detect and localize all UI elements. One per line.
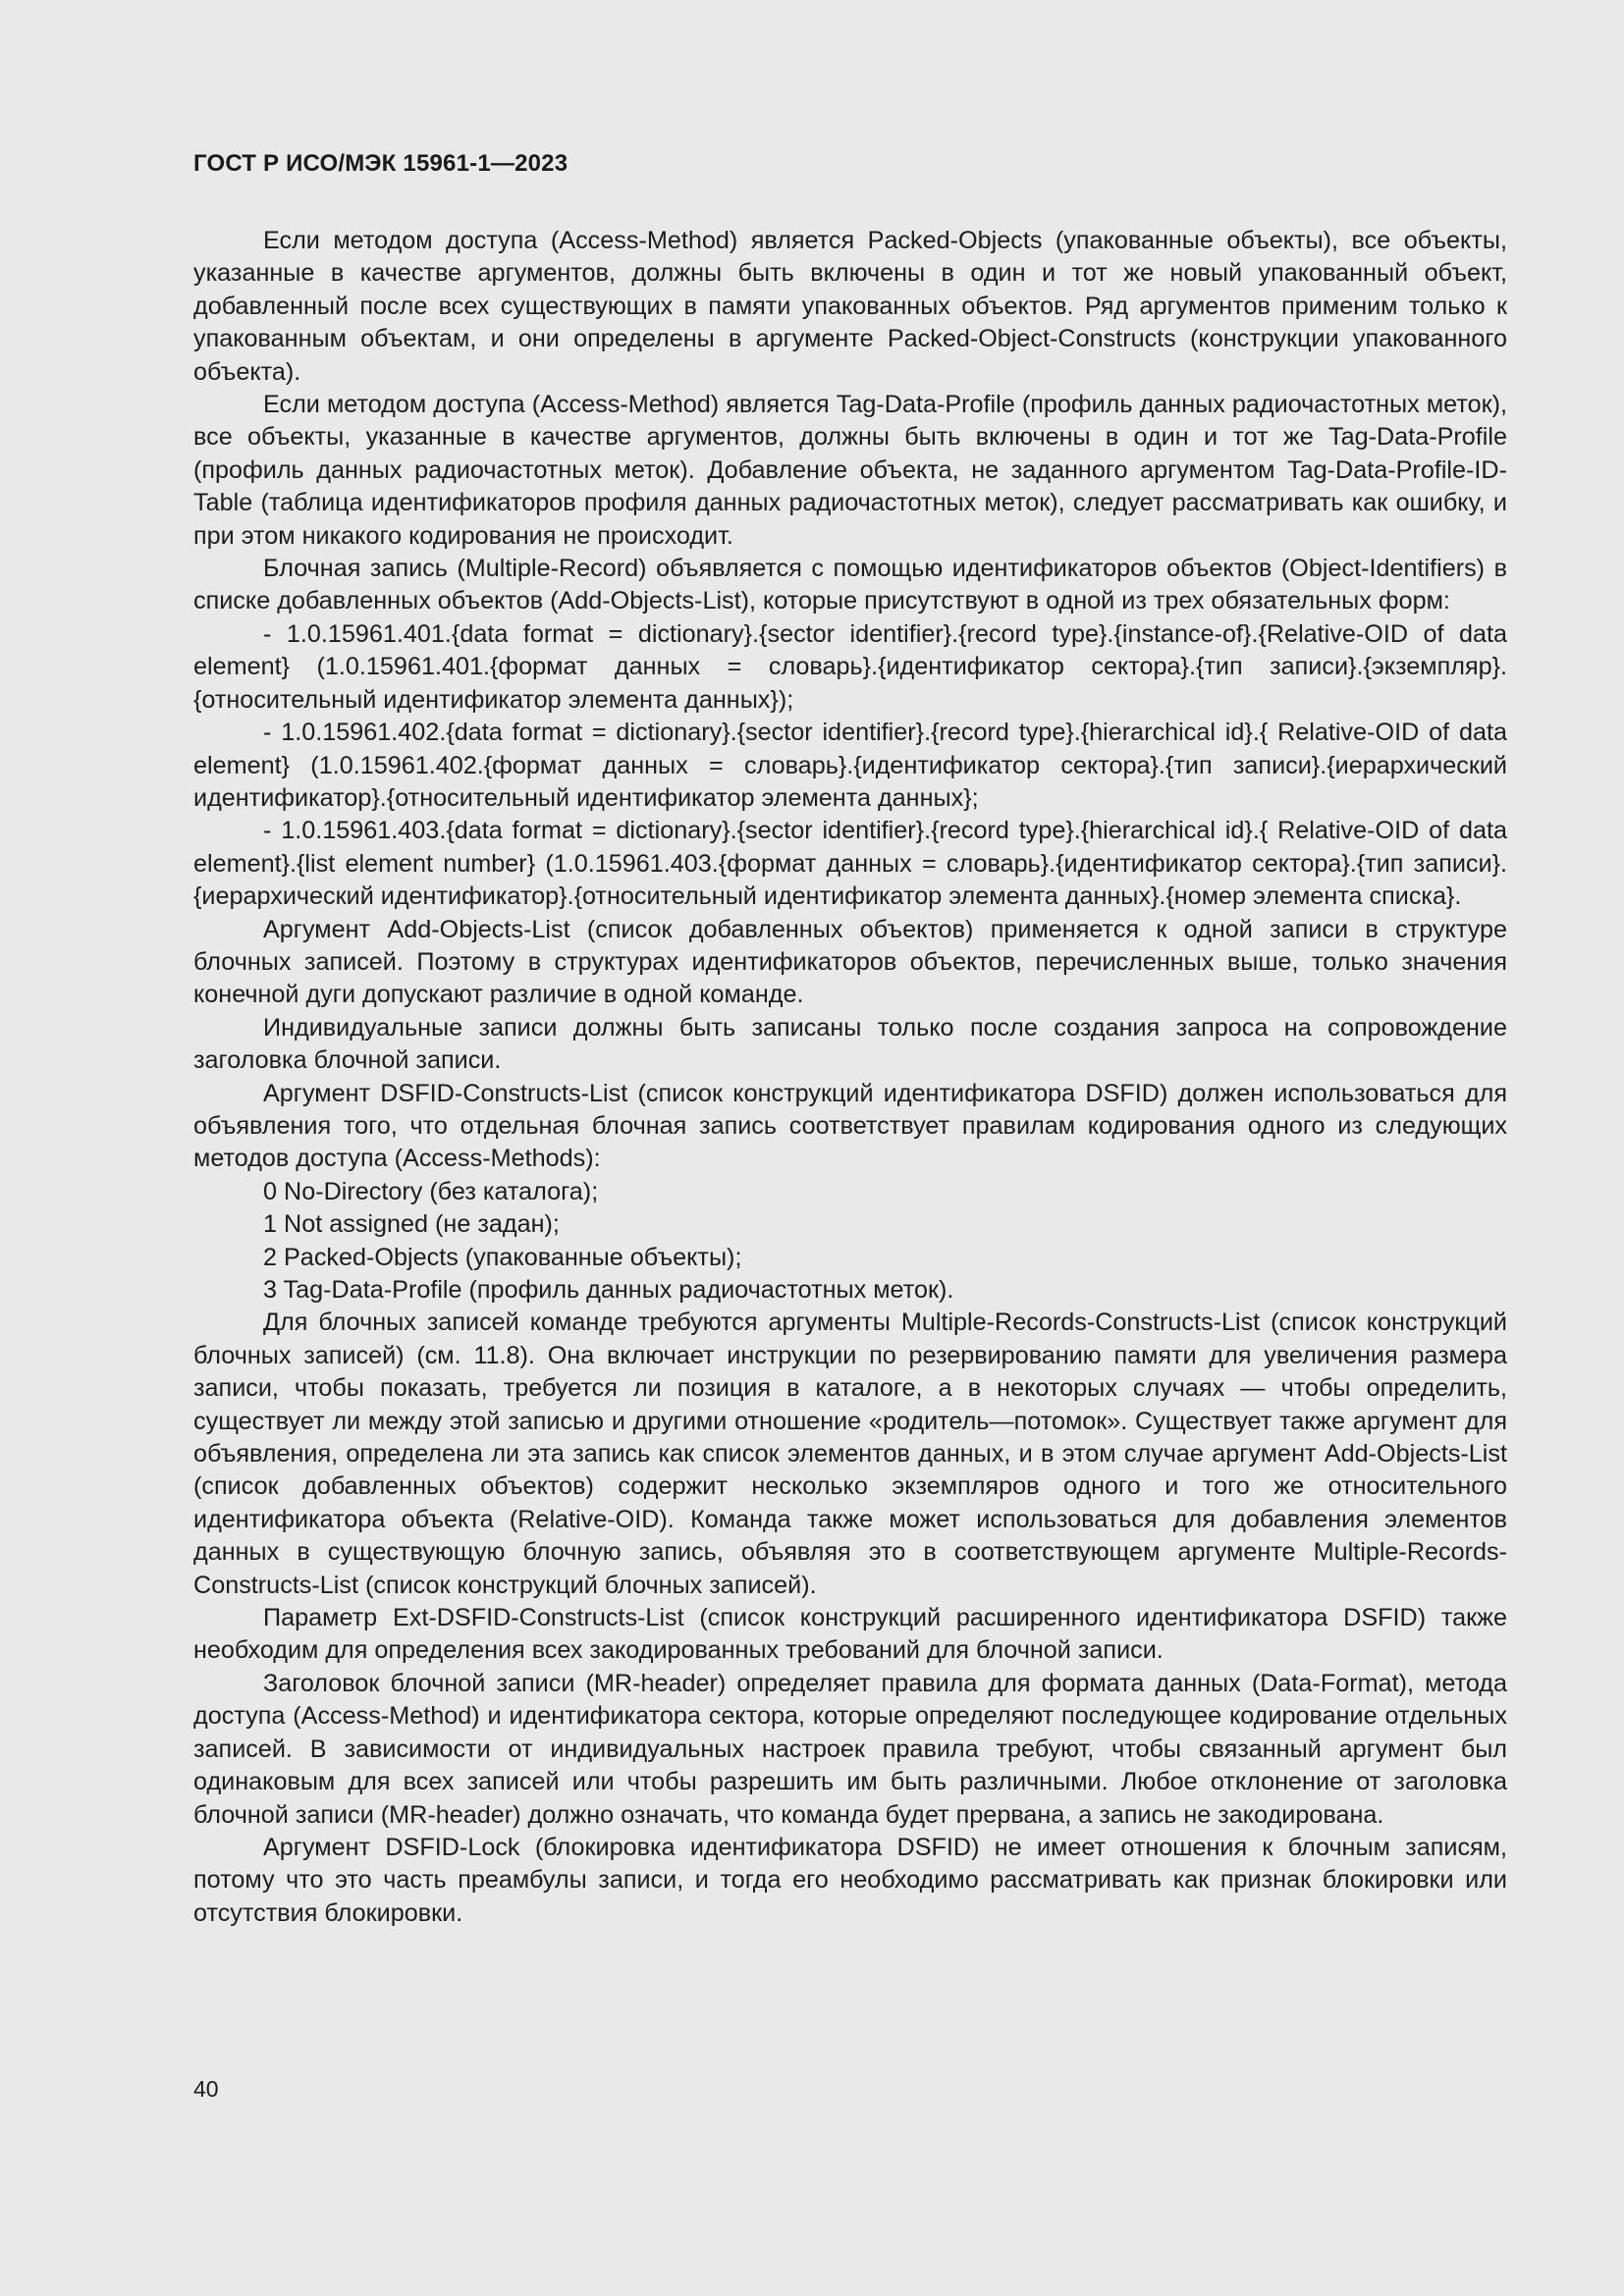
- paragraph-dsfid-lock: Аргумент DSFID-Lock (блокировка идентификатора DSFID) не имеет отношения к блочным записям, потому что это часть преамбулы записи, и тогда его необходимо рассматривать как признак блокировки или отсутствия блокировки.: [193, 1833, 1507, 1927]
- access-method-item: 0 No-Directory (без каталога);: [263, 1177, 599, 1205]
- access-method-item: 3 Tag-Data-Profile (профиль данных радиочастотных меток).: [263, 1276, 954, 1304]
- page-number: 40: [193, 2076, 219, 2102]
- access-method-item: 2 Packed-Objects (упакованные объекты);: [263, 1243, 742, 1271]
- paragraph-ext-dsfid: Параметр Ext-DSFID-Constructs-List (список конструкций расширенного идентификатора DSFID) также необходим для определения всех закодированных требований для блочной записи.: [193, 1604, 1507, 1665]
- paragraph-dsfid-constructs: Аргумент DSFID-Constructs-List (список конструкций идентификатора DSFID) должен использоваться для объявления того, что отдельная блочная запись соответствует правилам кодирования одного из следующих методов доступа (Access-Methods):: [193, 1079, 1507, 1173]
- body-text: [193, 225, 1507, 1930]
- paragraph-add-objects-list: Аргумент Add-Objects-List (список добавленных объектов) применяется к одной записи в структуре блочных записей. Поэтому в структурах идентификаторов объектов, перечисленных выше, только значения конечной дуги допускают различие в одной команде.: [193, 915, 1507, 1009]
- paragraph-mr-header: Заголовок блочной записи (MR-header) определяет правила для формата данных (Data-Format), метода доступа (Access-Method) и идентификатора сектора, которые определяют последующее кодирование отдельных записей. В зависимости от индивидуальных настроек правила требуют, чтобы связанный аргумент был одинаковым для всех записей или чтобы разрешить им быть различными. Любое отклонение от заголовка блочной записи (MR-header) должно означать, что команда будет прервана, а запись не закодирована.: [193, 1669, 1507, 1829]
- oid-form-402: - 1.0.15961.402.{data format = dictionary}.{sector identifier}.{record type}.{hierarchical id}.{ Relative-OID of data element} (1.0.15961.402.{формат данных = словарь}.{идентификатор сектора}.{тип записи}.{иерархический идентификатор}.{относительный идентификатор элемента данных};: [193, 719, 1507, 812]
- access-method-item: 1 Not assigned (не задан);: [263, 1210, 560, 1239]
- paragraph-tag-data-profile: Если методом доступа (Access-Method) является Tag-Data-Profile (профиль данных радиочастотных меток), все объекты, указанные в качестве аргументов, должны быть включены в один и тот же Tag-Data-Profile (профиль данных радиочастотных меток). Добавление объекта, не заданного аргументом Tag-Data-Profile-ID-Table (таблица идентификаторов профиля данных радиочастотных меток), следует рассматривать как ошибку, и при этом никакого кодирования не происходит.: [193, 391, 1507, 550]
- paragraph-packed-objects: Если методом доступа (Access-Method) является Packed-Objects (упакованные объекты), все объекты, указанные в качестве аргументов, должны быть включены в один и тот же новый упакованный объект, добавленный после всех существующих в памяти упакованных объектов. Ряд аргументов применим только к упакованным объектам, и они определены в аргументе Packed-Object-Constructs (конструкции упакованного объекта).: [193, 227, 1507, 386]
- paragraph-multiple-records-constructs: Для блочных записей команде требуются аргументы Multiple-Records-Constructs-List (список конструкций блочных записей) (см. 11.8). Она включает инструкции по резервированию памяти для увеличения размера записи, чтобы показать, требуется ли позиция в каталоге, а в некоторых случаях — чтобы определить, существует ли между этой записью и другими отношение «родитель—потомок». Существует также аргумент для объявления, определена ли эта запись как список элементов данных, и в этом случае аргумент Add-Objects-List (список добавленных объектов) содержит несколько экземпляров одного и того же относительного идентификатора объекта (Relative-OID). Команда также может использоваться для добавления элементов данных в существующую блочную запись, объявляя это в соответствующем аргументе Multiple-Records-Constructs-List (список конструкций блочных записей).: [193, 1308, 1507, 1599]
- document-header: ГОСТ Р ИСО/МЭК 15961-1—2023: [193, 150, 568, 177]
- oid-form-403: - 1.0.15961.403.{data format = dictionary}.{sector identifier}.{record type}.{hierarchical id}.{ Relative-OID of data element}.{list element number} (1.0.15961.403.{формат данных = словарь}.{идентификатор сектора}.{тип записи}.{иерархический идентификатор}.{относительный идентификатор элемента данных}.{номер элемента списка}.: [193, 817, 1507, 911]
- paragraph-individual-records: Индивидуальные записи должны быть записаны только после создания запроса на сопровождение заголовка блочной записи.: [193, 1013, 1507, 1075]
- oid-form-401: - 1.0.15961.401.{data format = dictionary}.{sector identifier}.{record type}.{instance-of}.{Relative-OID of data element} (1.0.15961.401.{формат данных = словарь}.{идентификатор сектора}.{тип записи}.{экземпляр}.{относительный идентификатор элемента данных});: [193, 619, 1507, 714]
- paragraph-multiple-record: Блочная запись (Multiple-Record) объявляется с помощью идентификаторов объектов (Object-Identifiers) в списке добавленных объектов (Add-Objects-List), которые присутствуют в одной из трех обязательных форм:: [193, 555, 1507, 615]
